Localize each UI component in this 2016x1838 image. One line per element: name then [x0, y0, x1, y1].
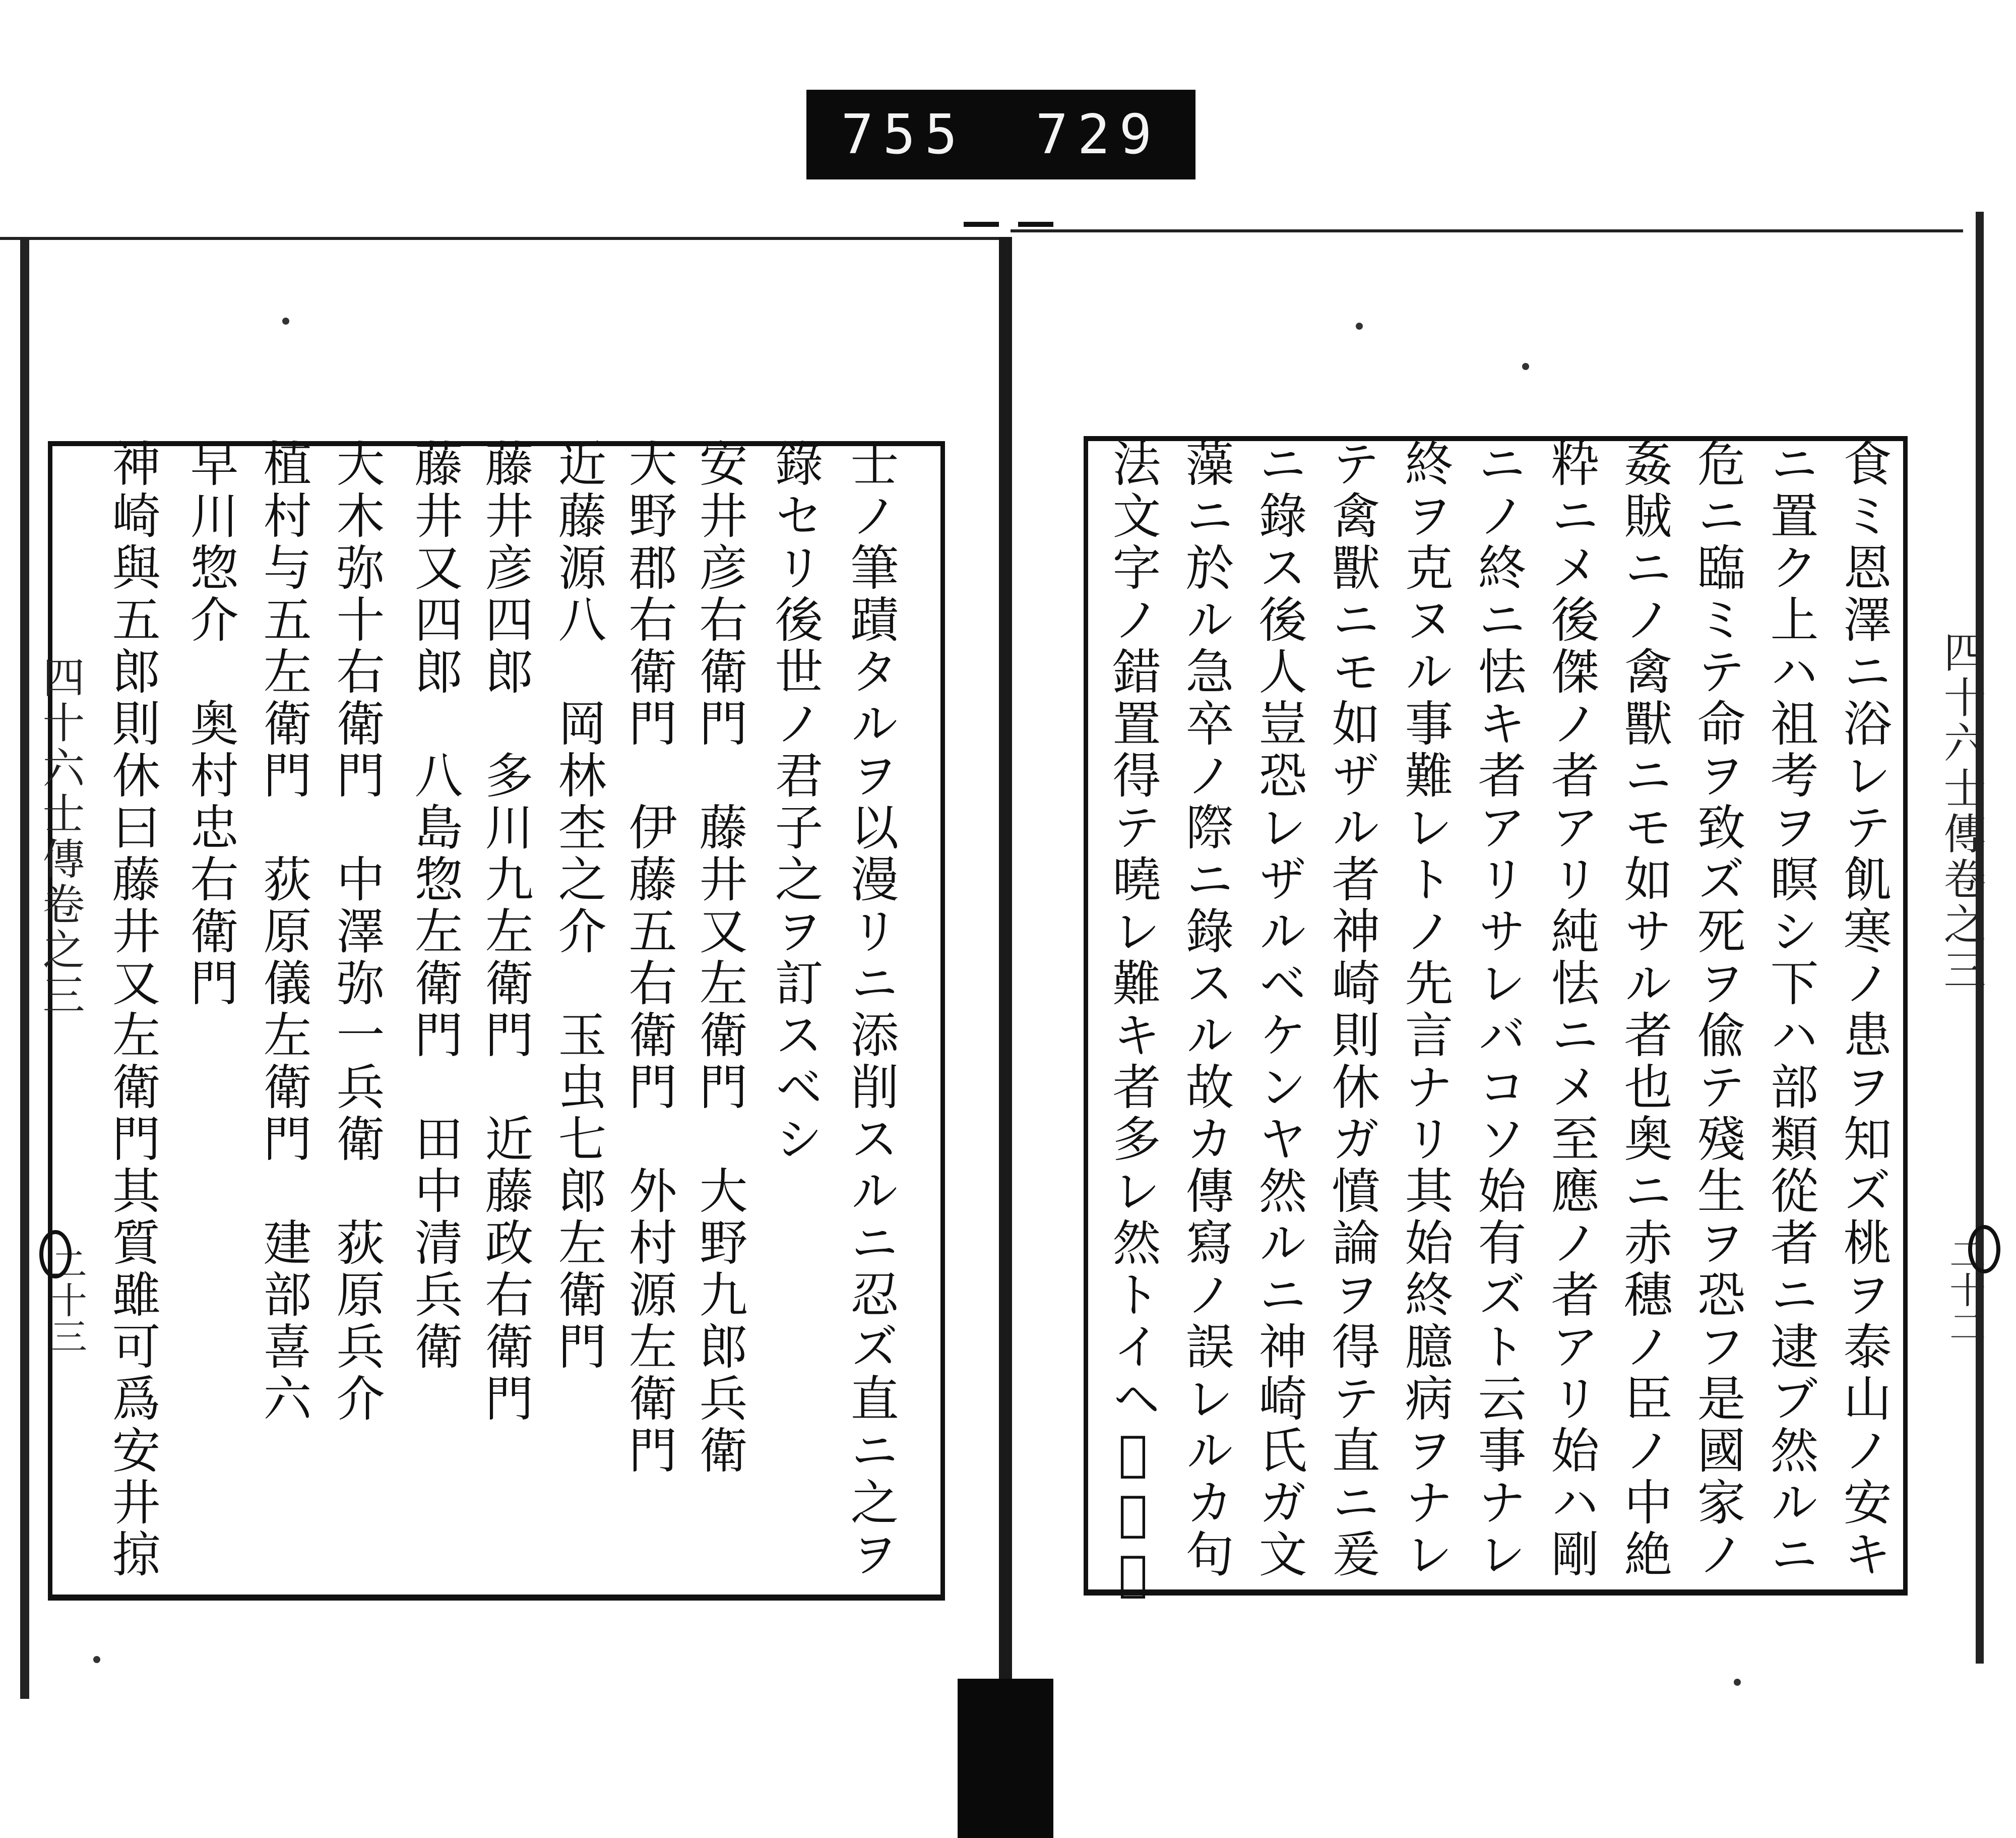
right-text-col-7: 終ヲ克ヌル事難レトノ先言ナリ其始終臆病ヲナレ: [1397, 439, 1454, 1581]
right-text-col-11: 法文字ノ錯置得テ曉レ難キ者多レ然トイヘ𪜈僴義: [1105, 439, 1161, 1605]
left-text-col-8: 大木弥十右衛門 中澤弥一兵衛 荻原兵介: [329, 439, 385, 1425]
archive-number-label: [806, 90, 1195, 179]
right-text-col-1: 食ミ恩澤ニ浴レテ飢寒ノ患ヲ知ズ桃ヲ泰山ノ安キ: [1836, 439, 1892, 1581]
left-page-edge: [20, 237, 29, 1699]
archive-number-right: 729: [1035, 103, 1161, 166]
book-spine: [999, 237, 1012, 1684]
spine-notch-left: [964, 222, 999, 227]
right-text-col-9: ニ錄ス後人豈恐レザルベケンヤ然ルニ神崎氏ガ文: [1251, 439, 1307, 1581]
left-page-top-rule: [0, 237, 1000, 240]
left-text-col-11: 神崎與五郎則休曰藤井又左衛門其質雖可爲安井掠: [104, 439, 161, 1581]
archive-number-left: 755: [841, 103, 967, 166]
right-text-col-4: 姦賊ニノ禽獸ニモ如サル者也奥ニ赤穗ノ臣ノ中絶: [1616, 439, 1673, 1581]
left-text-col-10: 早川惣介 奥村忠右衛門: [182, 439, 239, 1010]
paper-speck: [1356, 323, 1363, 330]
spine-notch-right: [1018, 222, 1053, 227]
left-text-col-4: 大野郡右衛門 伊藤五右衛門 外村源左衛門: [621, 439, 677, 1477]
left-page-fold-mark: [39, 1230, 72, 1278]
right-text-col-10: 藻ニ於ル急卒ノ際ニ錄スル故カ傳寫ノ誤レルカ句: [1178, 439, 1234, 1581]
left-text-col-2: 錄セリ後世ノ君子之ヲ訂スベシ: [767, 439, 824, 1166]
paper-speck: [282, 318, 289, 325]
spine-gutter-block: [958, 1679, 1053, 1838]
right-text-col-2: ニ置ク上ハ祖考ヲ瞑シ下ハ部類從者ニ逮ブ然ルニ: [1762, 439, 1819, 1581]
left-text-col-3: 安井彦右衛門 藤井又左衛門 大野九郎兵衛: [691, 439, 748, 1477]
paper-speck: [1522, 363, 1529, 370]
right-text-col-8: テ禽獸ニモ如ザル者神崎則休ガ憤論ヲ得テ直ニ爰: [1324, 439, 1380, 1581]
left-text-col-7: 藤井又四郎 八島惣左衛門 田中清兵衛: [407, 439, 463, 1373]
right-text-col-5: 粋ニメ後傑ノ者アリ純怯ニメ至應ノ者アリ始ハ剛: [1543, 439, 1600, 1581]
left-text-col-5: 近藤源八 岡林杢之介 玉虫七郎左衛門: [550, 439, 607, 1373]
right-page-fold-mark: [1968, 1225, 2000, 1273]
left-page-folio: 二十三: [45, 1245, 87, 1354]
paper-speck: [93, 1656, 100, 1663]
left-text-col-1: 士ノ筆蹟タルヲ以漫リニ添削スルニ忍ズ直ニ之ヲ: [843, 439, 899, 1581]
left-page-header: 四十六士傳卷之三: [36, 655, 85, 1018]
right-page-folio: 二十二: [1943, 1235, 1986, 1344]
left-text-col-9: 植村与五左衛門 荻原儀左衛門 建部喜六: [256, 439, 312, 1425]
right-page-top-rule: [1011, 229, 1963, 232]
paper-speck: [1734, 1679, 1741, 1686]
left-text-col-6: 藤井彦四郎 多川九左衛門 近藤政右衛門: [477, 439, 534, 1425]
right-page-header: 四十六士傳卷之三: [1937, 630, 1986, 993]
right-text-col-3: 危ニ臨ミテ命ヲ致ズ死ヲ偸テ殘生ヲ恐フ是國家ノ: [1689, 439, 1746, 1581]
right-text-col-6: ニノ終ニ怯キ者アリサレバコソ始有ズト云事ナレ: [1470, 439, 1527, 1581]
